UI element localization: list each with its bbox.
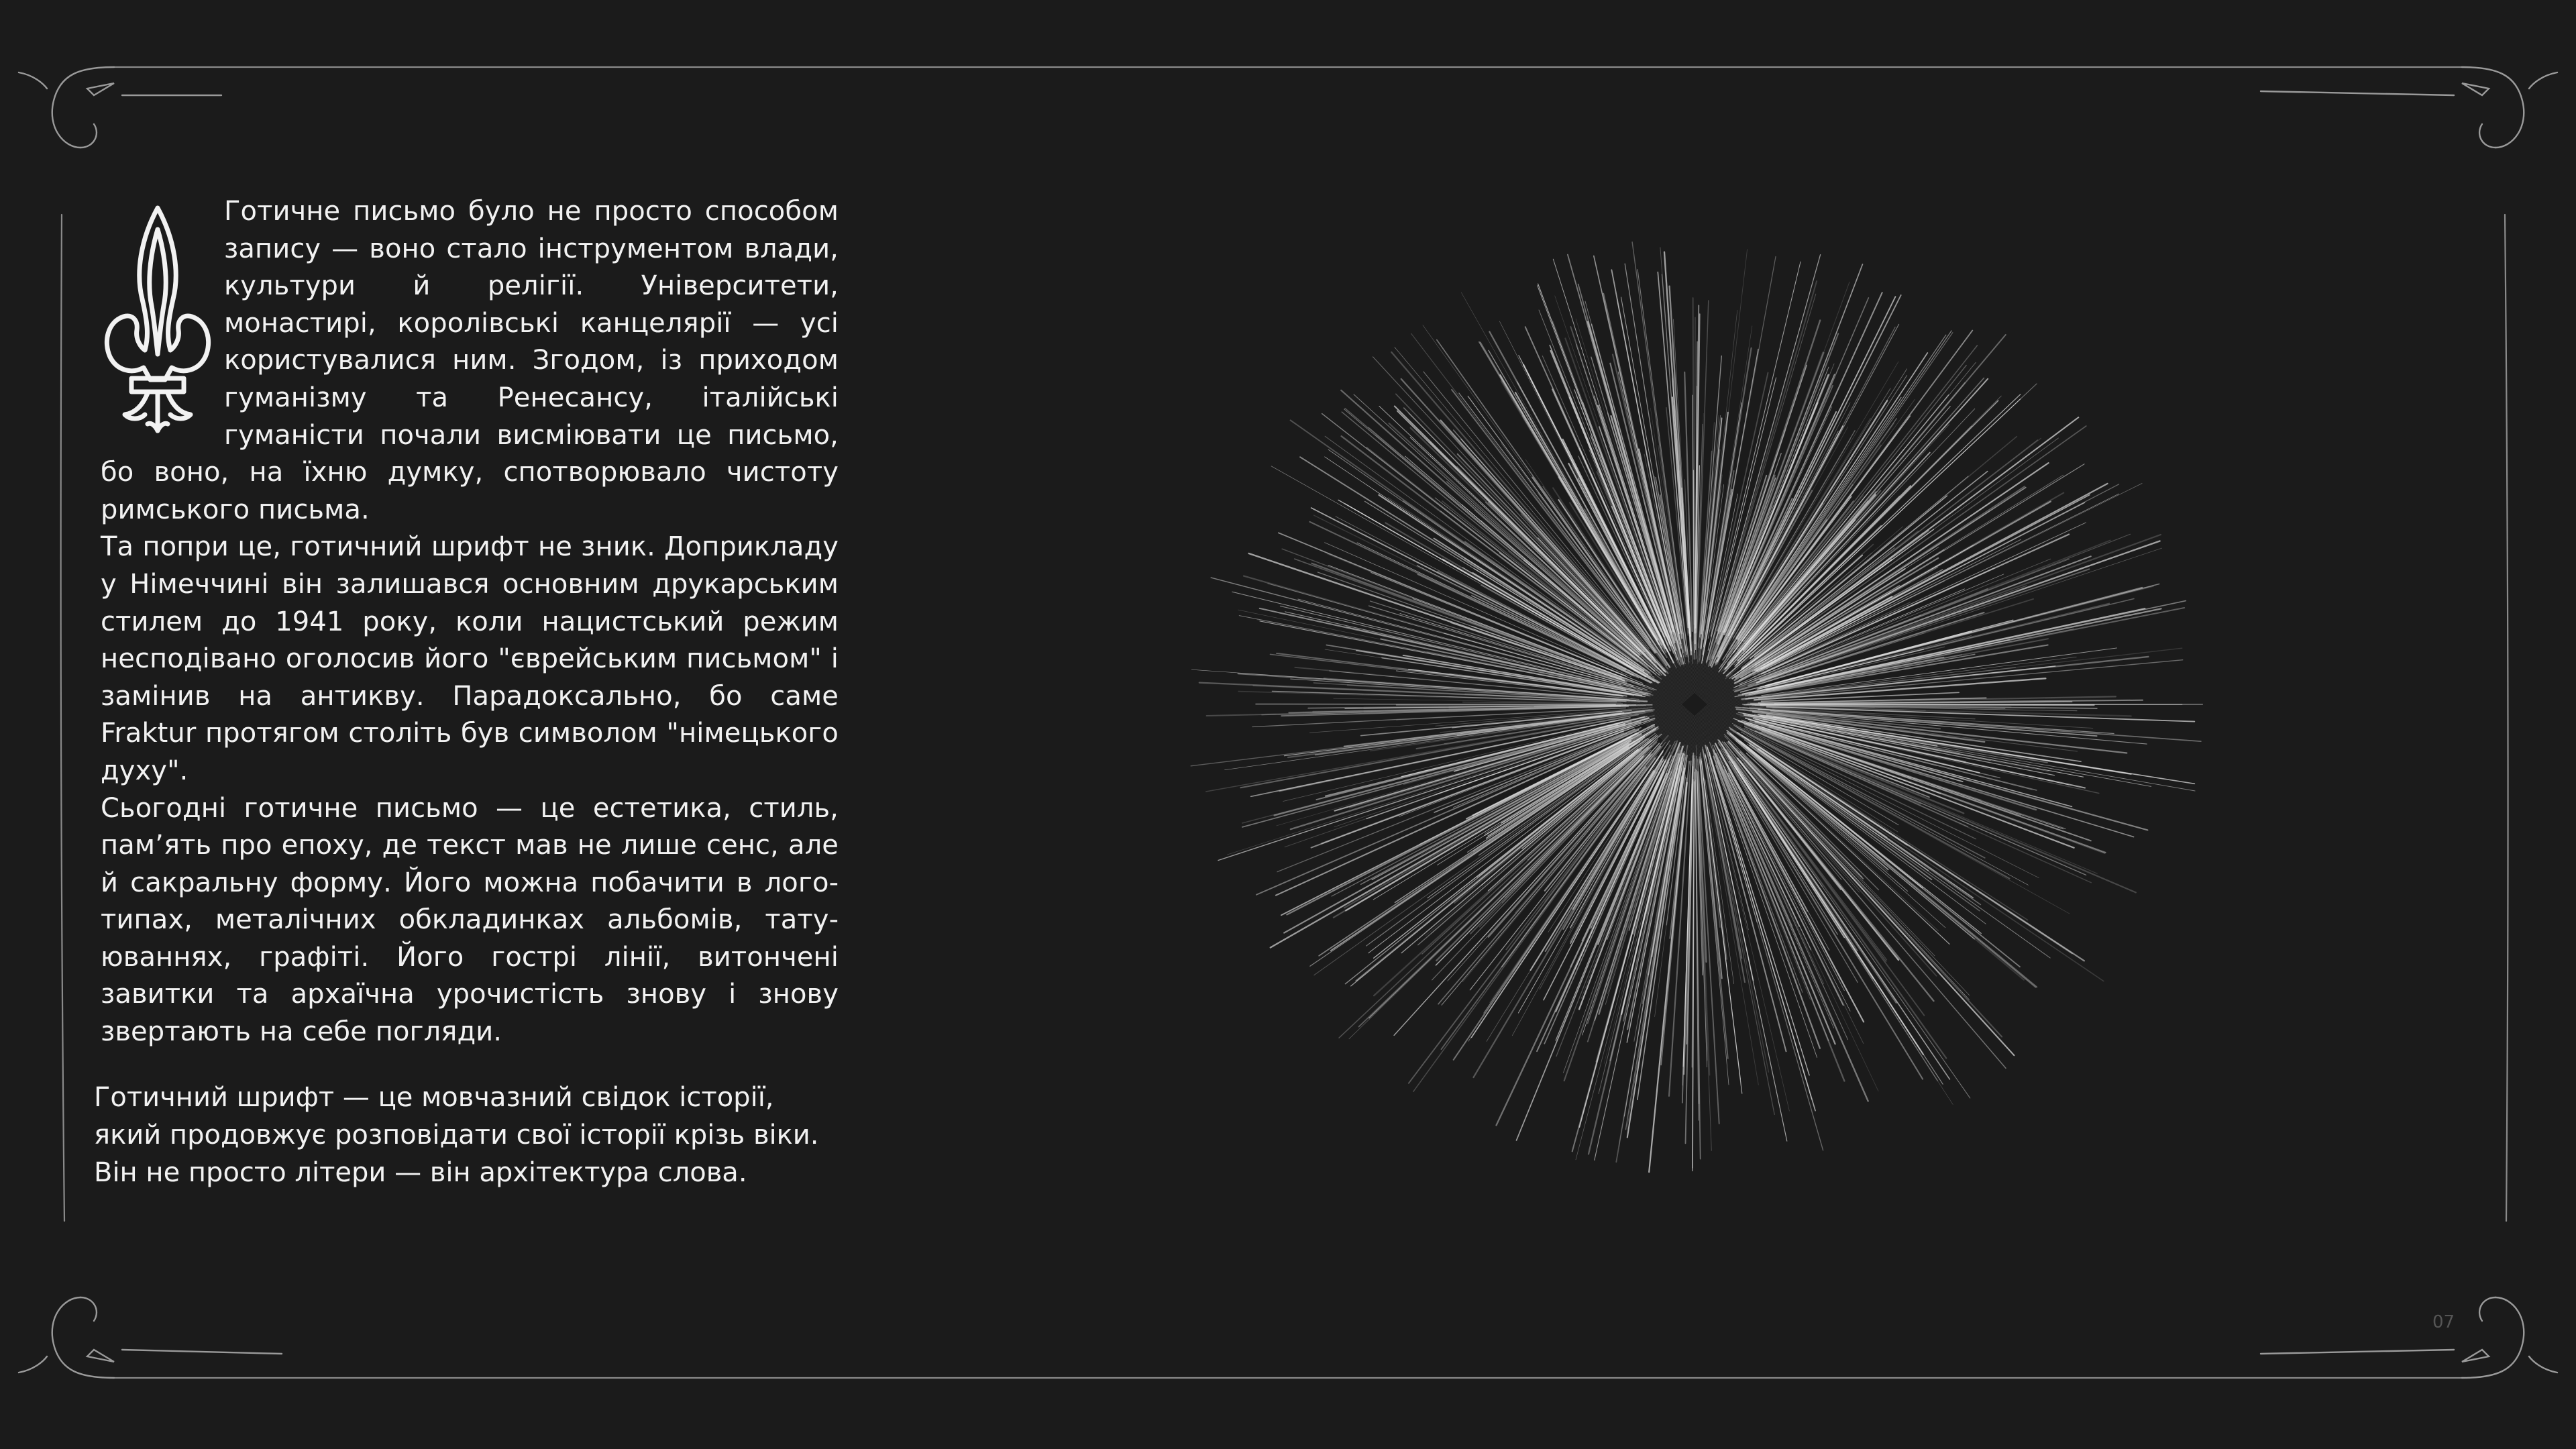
burst-core-diamond [1652, 665, 1737, 743]
burst-line [1750, 608, 2184, 694]
paragraph-1: Готичне письмо було не просто способом запису — воно стало інструментом влади, культури й релігії. Університети, монастирі, королівські канцелярії — усі користувалися ним. Згодом, із приходом гуманізму та Ренесансу, італійські гуманісти почали висміювати це письмо, бо воно, на їхню думку, спотворювало чистоту римського письма. [101, 196, 839, 525]
burst-line [1754, 678, 2045, 700]
burst-core-diamond [1664, 676, 1726, 733]
burst-line [1761, 704, 2094, 705]
burst-line [1578, 284, 1674, 628]
body-text [101, 193, 839, 1051]
page-number: 07 [2432, 1312, 2455, 1332]
closing-line: який продовжує розповідати свої історії крізь віки. [94, 1120, 819, 1150]
closing-statement [94, 1079, 845, 1191]
closing-line: Готичний шрифт — це мовчазний свідок історії, [94, 1082, 774, 1113]
radial-burst-illustration [1167, 221, 2227, 1187]
burst-line [1733, 362, 1898, 640]
burst-line [1284, 734, 1641, 932]
burst-core-diamond [1681, 692, 1708, 716]
paragraph-3: Сьогодні готичне письмо — це естетика, стиль, пам’ять про епоху, де текст мав не лише сенс, але й сакральну форму. Його можна побачити в логотипах, металічних обкладинках альбомів, татуюваннях, графіті. Його гострі лінії, витончені завитки та архаїчна урочистість знову і знову звертають на себе погляди. [101, 792, 839, 1048]
fleur-de-lis-icon [101, 199, 215, 440]
corner-flourish-bottom-right [2261, 1297, 2557, 1378]
burst-core-diamond [1666, 679, 1723, 730]
paragraph-2: Та попри це, готичний шрифт не зник. Доприкладу у Німеччині він залишався основним друкарським стилем до 1941 року, коли нацистський режим несподівано оголосив його "єврейським письмом" і замінив на антикву. Парадоксально, бо саме Fraktur протягом століть був символом "німецького духу". [101, 531, 839, 786]
corner-flourish-top-left [19, 67, 221, 148]
corner-flourish-top-right [2261, 67, 2557, 148]
burst-line [1589, 756, 1682, 1155]
burst-line [1354, 394, 1640, 655]
closing-line: Він не просто літери — він архітектура слова. [94, 1157, 747, 1188]
burst-line [1553, 259, 1672, 633]
burst-line [1709, 767, 1790, 1111]
burst-line [1276, 730, 1639, 896]
corner-flourish-bottom-left [19, 1297, 282, 1378]
burst-core-diamond [1678, 690, 1711, 719]
burst-lines [1191, 242, 2202, 1172]
burst-line [1727, 755, 1953, 1105]
